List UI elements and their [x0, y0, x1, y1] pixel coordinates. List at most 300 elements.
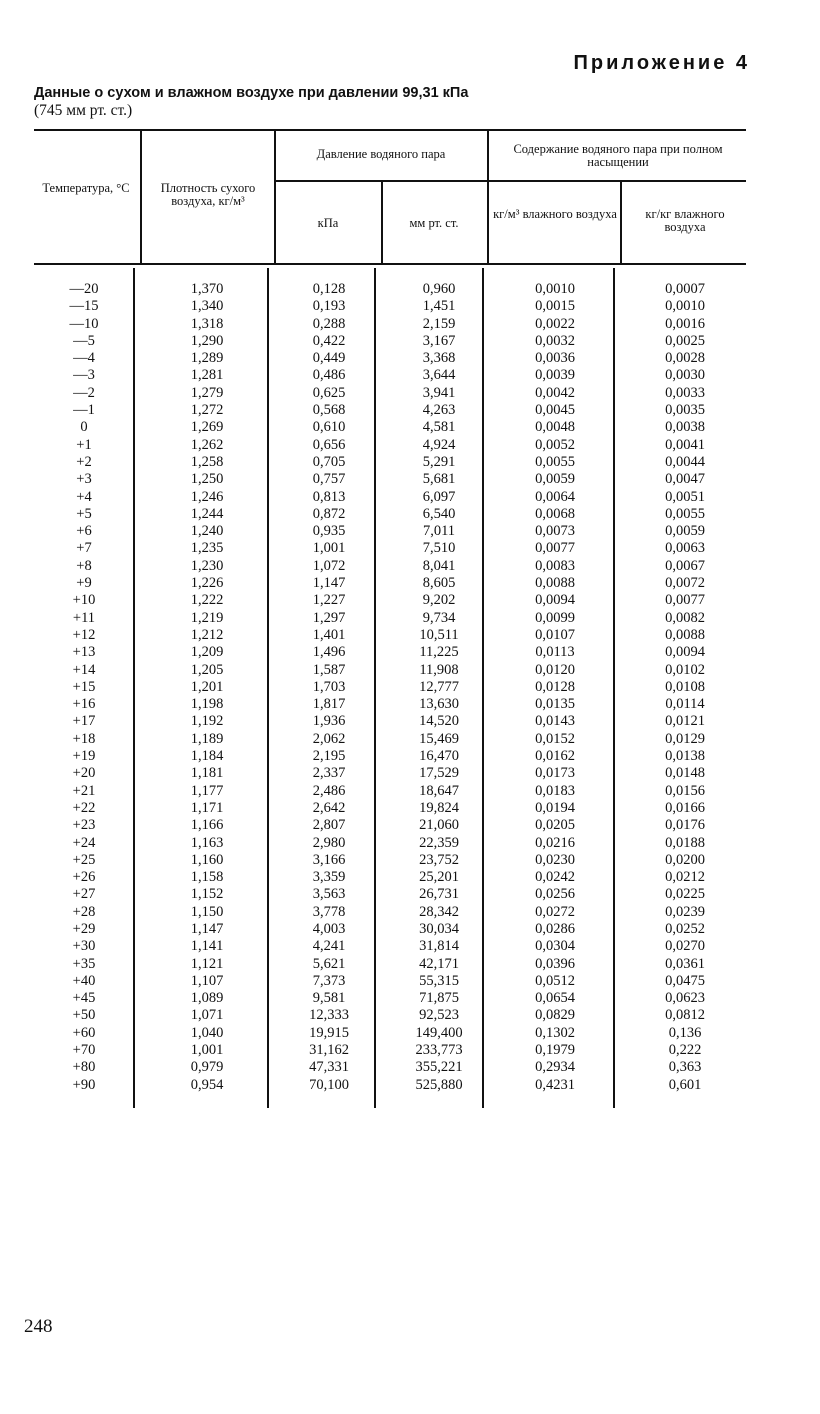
table-cell: 28,342 — [419, 903, 459, 920]
table-cell: 0,0055 — [535, 453, 575, 470]
table-cell: 9,202 — [422, 592, 456, 609]
table-cell: 0,0108 — [665, 678, 705, 695]
table-cell: 47,331 — [309, 1059, 349, 1076]
table-cell: 0,0143 — [535, 713, 575, 730]
table-cell: 1,205 — [190, 661, 224, 678]
table-cell: 1,121 — [190, 955, 224, 972]
table-cell: 0,0194 — [535, 799, 575, 816]
table-cell: 0,0162 — [535, 748, 575, 765]
body-divider-5 — [613, 268, 615, 1108]
title-line-2: (745 мм рт. ст.) — [34, 102, 133, 119]
table-cell: 0,0055 — [665, 505, 705, 522]
table-cell: 1,496 — [312, 644, 346, 661]
table-cell: +2 — [76, 453, 92, 470]
table-cell: +7 — [76, 540, 92, 557]
table-cell: 0,486 — [312, 367, 346, 384]
table-cell: 55,315 — [419, 972, 459, 989]
table-cell: 2,642 — [312, 799, 346, 816]
table-cell: 3,644 — [422, 367, 456, 384]
table-cell: +27 — [72, 886, 96, 903]
table-cell: 0,0068 — [535, 505, 575, 522]
table-cell: 0,0077 — [535, 540, 575, 557]
table-cell: —3 — [73, 367, 95, 384]
table-cell: 12,333 — [309, 1007, 349, 1024]
table-cell: 19,824 — [419, 799, 459, 816]
table-cell: 1,258 — [190, 453, 224, 470]
table-cell: 0,872 — [312, 505, 346, 522]
table-cell: 0,0051 — [665, 488, 705, 505]
table-cell: 0,601 — [668, 1076, 702, 1093]
table-title — [34, 85, 634, 119]
table-cell: 1,227 — [312, 592, 346, 609]
table-cell: 1,181 — [190, 765, 224, 782]
table-cell: 0,0286 — [535, 920, 575, 937]
table-cell: 0,0239 — [665, 903, 705, 920]
table-cell: 1,212 — [190, 626, 224, 643]
table-cell: +45 — [72, 990, 96, 1007]
table-cell: 1,235 — [190, 540, 224, 557]
table-cell: 8,605 — [422, 575, 456, 592]
table-cell: 0,0272 — [535, 903, 575, 920]
body-divider-3 — [374, 268, 376, 1108]
table-cell: 1,401 — [312, 626, 346, 643]
table-cell: +23 — [72, 817, 96, 834]
header-mmhg: мм рт. ст. — [409, 216, 459, 230]
table-cell: 1,290 — [190, 332, 224, 349]
table-cell: 0,960 — [422, 281, 456, 297]
table-cell: 3,778 — [312, 903, 346, 920]
table-cell: 0,0121 — [665, 713, 705, 730]
table-cell: +28 — [72, 903, 96, 920]
table-cell: 0,0094 — [535, 592, 575, 609]
table-cell: 0,0114 — [665, 696, 705, 713]
table-cell: 0,935 — [312, 523, 346, 540]
table-cell: 2,980 — [312, 834, 346, 851]
table-cell: +10 — [72, 592, 96, 609]
table-cell: 0,0113 — [535, 644, 575, 661]
table-cell: 0,0475 — [665, 972, 705, 989]
table-cell: 6,097 — [422, 488, 456, 505]
table-cell: 0,1302 — [535, 1024, 575, 1041]
table-cell: +70 — [72, 1042, 96, 1059]
table-cell: +15 — [72, 678, 96, 695]
table-cell: 1,226 — [190, 575, 224, 592]
table-cell: 0 — [80, 419, 88, 436]
column-divider-3 — [381, 181, 383, 264]
table-cell: 0,0045 — [535, 402, 575, 419]
table-cell: 92,523 — [419, 1007, 459, 1024]
table-cell: 0,0129 — [665, 730, 705, 747]
table-cell: 9,734 — [422, 609, 456, 626]
table-cell: 0,0094 — [665, 644, 705, 661]
table-cell: 1,340 — [190, 298, 224, 315]
table-cell: 0,0048 — [535, 419, 575, 436]
table-cell: 1,141 — [190, 938, 224, 955]
table-cell: 1,201 — [190, 678, 224, 695]
table-cell: 0,0212 — [665, 869, 705, 886]
table-cell: +30 — [72, 938, 96, 955]
table-cell: 0,0135 — [535, 696, 575, 713]
table-cell: 0,0396 — [535, 955, 575, 972]
table-cell: 18,647 — [419, 782, 459, 799]
table-cell: 0,0047 — [665, 471, 705, 488]
table-cell: 1,230 — [190, 557, 224, 574]
table-cell: 0,0242 — [535, 869, 575, 886]
table-cell: 0,610 — [312, 419, 346, 436]
page-number: 248 — [24, 1316, 53, 1337]
table-cell: +16 — [72, 696, 96, 713]
table-cell: 0,0152 — [535, 730, 575, 747]
table-cell: 0,0033 — [665, 384, 705, 401]
table-cell: 1,158 — [190, 869, 224, 886]
table-cell: 1,192 — [190, 713, 224, 730]
table-cell: 3,359 — [312, 869, 346, 886]
table-cell: 1,250 — [190, 471, 224, 488]
table-cell: 3,941 — [422, 384, 456, 401]
table-cell: 15,469 — [419, 730, 459, 747]
table-cell: 0,1979 — [535, 1042, 575, 1059]
table-cell: 1,166 — [190, 817, 224, 834]
table-cell: 0,193 — [312, 298, 346, 315]
table-cell: 26,731 — [419, 886, 459, 903]
table-cell: 0,0067 — [665, 557, 705, 574]
table-cell: +11 — [72, 609, 96, 626]
table-cell: 4,263 — [422, 402, 456, 419]
table-cell: 25,201 — [419, 869, 459, 886]
table-cell: 0,0200 — [665, 851, 705, 868]
table-cell: 5,291 — [422, 453, 456, 470]
table-cell: 1,240 — [190, 523, 224, 540]
table-cell: 0,656 — [312, 436, 346, 453]
table-cell: 22,359 — [419, 834, 459, 851]
table-cell: 0,0812 — [665, 1007, 705, 1024]
table-cell: 1,936 — [312, 713, 346, 730]
table-cell: 0,0082 — [665, 609, 705, 626]
table-cell: 14,520 — [419, 713, 459, 730]
header-density: Плотность сухого воздуха, кг/м³ — [160, 181, 256, 208]
table-cell: 12,777 — [419, 678, 459, 695]
table-cell: 0,0025 — [665, 332, 705, 349]
table-cell: 0,136 — [668, 1024, 702, 1041]
table-cell: 0,0166 — [665, 799, 705, 816]
column-kg-kg — [645, 281, 725, 1094]
table-cell: 1,451 — [422, 298, 456, 315]
table-cell: 0,0038 — [665, 419, 705, 436]
table-cell: 0,0512 — [535, 972, 575, 989]
table-cell: +50 — [72, 1007, 96, 1024]
table-cell: 23,752 — [419, 851, 459, 868]
table-cell: 0,568 — [312, 402, 346, 419]
table-cell: 0,0044 — [665, 453, 705, 470]
table-cell: 1,269 — [190, 419, 224, 436]
table-cell: 0,0256 — [535, 886, 575, 903]
table-cell: +17 — [72, 713, 96, 730]
table-cell: 0,288 — [312, 315, 346, 332]
table-cell: 9,581 — [312, 990, 346, 1007]
table-cell: 1,001 — [190, 1042, 224, 1059]
table-cell: 1,209 — [190, 644, 224, 661]
table-cell: +60 — [72, 1024, 96, 1041]
table-cell: 0,0183 — [535, 782, 575, 799]
table-cell: 1,281 — [190, 367, 224, 384]
table-cell: 42,171 — [419, 955, 459, 972]
table-cell: 0,0088 — [665, 626, 705, 643]
table-cell: 0,0176 — [665, 817, 705, 834]
appendix-label: Приложение 4 — [573, 52, 750, 74]
table-cell: 1,279 — [190, 384, 224, 401]
table-cell: 1,370 — [190, 281, 224, 297]
table-cell: —10 — [69, 315, 99, 332]
table-cell: 0,0230 — [535, 851, 575, 868]
table-cell: 2,337 — [312, 765, 346, 782]
table-cell: 0,0173 — [535, 765, 575, 782]
column-divider-2 — [274, 130, 276, 264]
table-cell: +80 — [72, 1059, 96, 1076]
table-cell: 1,184 — [190, 748, 224, 765]
table-cell: 2,062 — [312, 730, 346, 747]
table-cell: +26 — [72, 869, 96, 886]
table-cell: 0,0022 — [535, 315, 575, 332]
table-cell: 0,954 — [190, 1076, 224, 1093]
table-cell: 0,0032 — [535, 332, 575, 349]
table-cell: 1,219 — [190, 609, 224, 626]
table-cell: 4,003 — [312, 920, 346, 937]
table-cell: 0,0138 — [665, 748, 705, 765]
table-cell: 0,0052 — [535, 436, 575, 453]
table-cell: 0,0064 — [535, 488, 575, 505]
table-cell: 0,0102 — [665, 661, 705, 678]
table-cell: 0,0077 — [665, 592, 705, 609]
table-cell: +4 — [76, 488, 92, 505]
table-cell: 2,486 — [312, 782, 346, 799]
table-cell: +22 — [72, 799, 96, 816]
table-cell: 3,563 — [312, 886, 346, 903]
table-cell: 149,400 — [415, 1024, 463, 1041]
table-cell: 0,0128 — [535, 678, 575, 695]
table-cell: 0,0120 — [535, 661, 575, 678]
table-cell: 1,297 — [312, 609, 346, 626]
table-cell: 0,0059 — [535, 471, 575, 488]
table-cell: 4,241 — [312, 938, 346, 955]
table-cell: 0,0252 — [665, 920, 705, 937]
table-cell: 1,001 — [312, 540, 346, 557]
table-cell: 1,171 — [190, 799, 224, 816]
header-kg-m3: кг/м³ влажного воздуха — [493, 207, 617, 221]
table-cell: 0,813 — [312, 488, 346, 505]
header-kg-kg: кг/кг влажного воздуха — [645, 207, 725, 234]
table-cell: 0,0028 — [665, 350, 705, 367]
table-cell: 1,089 — [190, 990, 224, 1007]
table-cell: 1,150 — [190, 903, 224, 920]
header-vapor-pressure: Давление водяного пара — [316, 147, 446, 161]
table-cell: 2,159 — [422, 315, 456, 332]
table-cell: 0,0030 — [665, 367, 705, 384]
table-cell: 0,0216 — [535, 834, 575, 851]
table-cell: +14 — [72, 661, 96, 678]
table-cell: —5 — [73, 332, 95, 349]
table-cell: 0,128 — [312, 281, 346, 297]
table-cell: +40 — [72, 972, 96, 989]
table-cell: 0,4231 — [535, 1076, 575, 1093]
column-mmhg — [400, 281, 478, 1094]
table-cell: +5 — [76, 505, 92, 522]
table-cell: 1,246 — [190, 488, 224, 505]
header-vapor-content: Содержание водяного пара при полном насыщении — [513, 142, 723, 169]
table-cell: 0,0361 — [665, 955, 705, 972]
table-cell: 1,160 — [190, 851, 224, 868]
column-temperature — [34, 281, 134, 1094]
table-cell: +20 — [72, 765, 96, 782]
table-cell: 0,0036 — [535, 350, 575, 367]
table-cell: 0,0083 — [535, 557, 575, 574]
table-cell: 71,875 — [419, 990, 459, 1007]
table-cell: +8 — [76, 557, 92, 574]
table-cell: +13 — [72, 644, 96, 661]
table-cell: 233,773 — [415, 1042, 463, 1059]
table-cell: 0,0304 — [535, 938, 575, 955]
table-cell: 0,0059 — [665, 523, 705, 540]
table-cell: 0,0188 — [665, 834, 705, 851]
table-cell: 16,470 — [419, 748, 459, 765]
table-cell: +24 — [72, 834, 96, 851]
table-cell: 0,0010 — [535, 281, 575, 297]
table-cell: 1,071 — [190, 1007, 224, 1024]
column-kg-m3 — [515, 281, 595, 1094]
table-cell: 0,0099 — [535, 609, 575, 626]
table-cell: 0,0270 — [665, 938, 705, 955]
table-cell: 21,060 — [419, 817, 459, 834]
column-density — [172, 281, 242, 1094]
table-cell: 2,807 — [312, 817, 346, 834]
table-cell: 31,814 — [419, 938, 459, 955]
table-cell: 1,189 — [190, 730, 224, 747]
table-cell: 0,0072 — [665, 575, 705, 592]
table-cell: 10,511 — [419, 626, 459, 643]
table-cell: —1 — [73, 402, 95, 419]
table-cell: —2 — [73, 384, 95, 401]
table-cell: 7,373 — [312, 972, 346, 989]
table-cell: 1,272 — [190, 402, 224, 419]
table-cell: 0,222 — [668, 1042, 702, 1059]
table-cell: 1,198 — [190, 696, 224, 713]
table-cell: 6,540 — [422, 505, 456, 522]
column-kpa — [294, 281, 364, 1094]
table-cell: 1,318 — [190, 315, 224, 332]
column-divider-4 — [487, 130, 489, 264]
title-line-1: Данные о сухом и влажном воздухе при давлении 99,31 кПа — [34, 85, 469, 101]
table-cell: +9 — [76, 575, 92, 592]
table-cell: 0,625 — [312, 384, 346, 401]
table-cell: 1,817 — [312, 696, 346, 713]
body-divider-4 — [482, 268, 484, 1108]
table-cell: 0,0010 — [665, 298, 705, 315]
table-cell: 11,908 — [419, 661, 459, 678]
table-cell: 0,0829 — [535, 1007, 575, 1024]
table-cell: +35 — [72, 955, 96, 972]
table-cell: 1,072 — [312, 557, 346, 574]
table-cell: 0,0039 — [535, 367, 575, 384]
table-cell: 0,0205 — [535, 817, 575, 834]
table-cell: —4 — [73, 350, 95, 367]
table-cell: +1 — [76, 436, 92, 453]
table-cell: 0,449 — [312, 350, 346, 367]
table-cell: 1,703 — [312, 678, 346, 695]
table-cell: 1,177 — [190, 782, 224, 799]
header-temperature: Температура, °С — [42, 181, 130, 195]
table-cell: 13,630 — [419, 696, 459, 713]
table-cell: 30,034 — [419, 920, 459, 937]
table-cell: 355,221 — [415, 1059, 463, 1076]
column-divider-5 — [620, 181, 622, 264]
table-cell: 5,621 — [312, 955, 346, 972]
table-cell: 0,0623 — [665, 990, 705, 1007]
table-cell: 1,244 — [190, 505, 224, 522]
table-cell: 0,0156 — [665, 782, 705, 799]
table-cell: +29 — [72, 920, 96, 937]
table-cell: 1,147 — [190, 920, 224, 937]
table-cell: 0,0042 — [535, 384, 575, 401]
table-cell: +12 — [72, 626, 96, 643]
table-cell: 2,195 — [312, 748, 346, 765]
table-cell: 0,705 — [312, 453, 346, 470]
table-cell: 1,147 — [312, 575, 346, 592]
column-divider-1 — [140, 130, 142, 264]
table-cell: +18 — [72, 730, 96, 747]
table-cell: 0,0148 — [665, 765, 705, 782]
table-cell: 0,0016 — [665, 315, 705, 332]
table-cell: 1,107 — [190, 972, 224, 989]
table-cell: 0,0088 — [535, 575, 575, 592]
table-cell: 11,225 — [419, 644, 459, 661]
table-cell: 1,262 — [190, 436, 224, 453]
table-cell: 4,924 — [422, 436, 456, 453]
table-cell: +25 — [72, 851, 96, 868]
table-cell: 19,915 — [309, 1024, 349, 1041]
table-cell: 1,222 — [190, 592, 224, 609]
table-cell: 0,0225 — [665, 886, 705, 903]
table-cell: 0,0073 — [535, 523, 575, 540]
table-cell: 3,368 — [422, 350, 456, 367]
table-cell: 1,040 — [190, 1024, 224, 1041]
table-cell: 3,167 — [422, 332, 456, 349]
table-cell: 1,152 — [190, 886, 224, 903]
table-cell: 0,0007 — [665, 281, 705, 297]
table-cell: 8,041 — [422, 557, 456, 574]
table-cell: 7,510 — [422, 540, 456, 557]
table-cell: 0,0035 — [665, 402, 705, 419]
table-cell: 0,0041 — [665, 436, 705, 453]
table-cell: 0,363 — [668, 1059, 702, 1076]
header-kpa: кПа — [317, 216, 339, 230]
table-cell: 4,581 — [422, 419, 456, 436]
header-sub-rule — [276, 180, 746, 182]
table-cell: +6 — [76, 523, 92, 540]
table-cell: 31,162 — [309, 1042, 349, 1059]
table-cell: +90 — [72, 1076, 96, 1093]
table-cell: 0,0107 — [535, 626, 575, 643]
table-cell: 70,100 — [309, 1076, 349, 1093]
table-cell: 3,166 — [312, 851, 346, 868]
table-cell: 1,163 — [190, 834, 224, 851]
table-cell: 0,2934 — [535, 1059, 575, 1076]
table-cell: 0,0015 — [535, 298, 575, 315]
table-cell: 0,422 — [312, 332, 346, 349]
table-cell: +3 — [76, 471, 92, 488]
table-cell: 525,880 — [415, 1076, 463, 1093]
table-cell: +21 — [72, 782, 96, 799]
table-cell: —20 — [69, 281, 99, 297]
table-cell: —15 — [69, 298, 99, 315]
